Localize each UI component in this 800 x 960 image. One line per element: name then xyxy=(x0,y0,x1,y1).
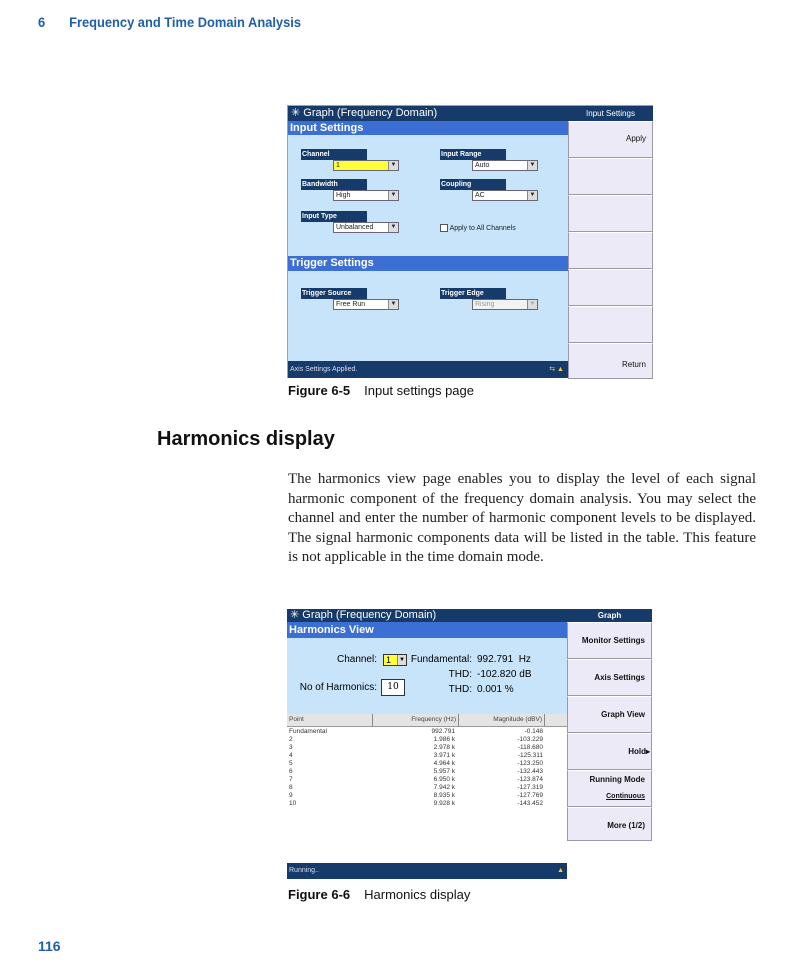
table-cell: Fundamental xyxy=(289,728,327,735)
chevron-down-icon: ▼ xyxy=(388,223,398,232)
section-trigger-settings: Trigger Settings xyxy=(288,256,568,271)
column-header[interactable]: Frequency (Hz) xyxy=(373,714,459,726)
title-text: Graph (Frequency Domain) xyxy=(302,609,437,621)
harmonics-input[interactable]: 10 xyxy=(381,679,405,696)
softkey-more[interactable]: More (1/2) xyxy=(567,807,652,841)
table-cell: 3.971 k xyxy=(433,752,455,759)
title-text: Graph (Frequency Domain) xyxy=(303,107,438,119)
field-label: Input Range xyxy=(440,149,506,160)
softkey-monitor-settings[interactable]: Monitor Settings xyxy=(567,622,652,659)
chevron-down-icon: ▼ xyxy=(388,300,398,309)
table-cell: 3 xyxy=(289,744,293,751)
softkey-header: Graph xyxy=(567,609,652,622)
field-label: Coupling xyxy=(440,179,506,190)
coupling-dropdown[interactable] xyxy=(472,190,538,201)
table-cell: 8 xyxy=(289,784,293,791)
graph-icon: ✳ xyxy=(291,107,301,119)
chevron-down-icon: ▼ xyxy=(527,161,537,170)
thd-pct-value: 0.001 % xyxy=(477,684,514,695)
table-cell: 6.950 k xyxy=(433,776,455,783)
field-label: Trigger Edge xyxy=(440,288,506,299)
table-cell: 5.957 k xyxy=(433,768,455,775)
harmonics-screenshot xyxy=(287,609,653,882)
table-cell: -0.148 xyxy=(524,728,543,735)
field-label: Channel xyxy=(301,149,367,160)
status-text: Running.. xyxy=(289,867,319,874)
caption-text: Harmonics display xyxy=(364,887,471,902)
column-header[interactable]: Point xyxy=(289,714,373,726)
softkey-label: Running Mode xyxy=(589,775,645,784)
usb-icon: ⇆ ▲ xyxy=(549,366,564,373)
table-row[interactable] xyxy=(287,784,567,792)
table-row[interactable] xyxy=(287,800,567,808)
softkey-return[interactable]: Return xyxy=(568,343,653,379)
thd-pct-label: THD: xyxy=(448,684,472,695)
table-row[interactable] xyxy=(287,736,567,744)
thd-db-value: -102.820 dB xyxy=(477,669,532,680)
softkey-axis-settings[interactable]: Axis Settings xyxy=(567,659,652,696)
table-row[interactable] xyxy=(287,728,567,736)
channel-dropdown[interactable] xyxy=(333,160,399,171)
softkey-blank[interactable] xyxy=(568,195,653,232)
field-label: Input Type xyxy=(301,211,367,222)
softkey-graph-view[interactable]: Graph View xyxy=(567,696,652,733)
input-type-dropdown[interactable] xyxy=(333,222,399,233)
channel-label: Channel: xyxy=(336,654,377,665)
table-cell: 9 xyxy=(289,792,293,799)
softkey-header: Input Settings xyxy=(568,106,653,121)
column-header[interactable]: Magnitude (dBV) xyxy=(459,714,545,726)
table-cell: -118.680 xyxy=(517,744,543,751)
thd-db-label: THD: xyxy=(448,669,472,680)
fundamental-value: 992.791 Hz xyxy=(477,654,531,665)
table-cell: 6 xyxy=(289,768,293,775)
figure-caption xyxy=(288,383,474,398)
window-title xyxy=(288,106,568,121)
chevron-down-icon: ▼ xyxy=(397,655,406,665)
trigger-source-dropdown[interactable] xyxy=(333,299,399,310)
table-cell: 7 xyxy=(289,776,293,783)
section-input-settings: Input Settings xyxy=(288,121,568,135)
input-settings-screenshot xyxy=(287,105,653,378)
status-bar xyxy=(287,863,567,879)
table-cell: 8.935 k xyxy=(433,792,455,799)
dropdown-value: High xyxy=(336,192,351,199)
dropdown-value: 1 xyxy=(336,162,340,169)
trigger-edge-dropdown[interactable] xyxy=(472,299,538,310)
graph-icon: ✳ xyxy=(290,609,300,621)
page-number: 116 xyxy=(38,938,61,954)
table-row[interactable] xyxy=(287,752,567,760)
softkey-panel xyxy=(568,106,653,377)
field-label: Bandwidth xyxy=(301,179,367,190)
bandwidth-dropdown[interactable] xyxy=(333,190,399,201)
window-title xyxy=(287,609,567,622)
dropdown-value: 1 xyxy=(386,655,392,665)
figure-number: Figure 6-6 xyxy=(288,887,351,902)
softkey-apply[interactable]: Apply xyxy=(568,121,653,158)
field-label: Trigger Source xyxy=(301,288,367,299)
running-header xyxy=(38,14,325,30)
softkey-running-mode[interactable] xyxy=(567,770,652,807)
harmonics-info-panel xyxy=(287,638,567,714)
table-cell: -127.769 xyxy=(517,792,543,799)
table-cell: 9.928 k xyxy=(433,800,455,807)
table-row[interactable] xyxy=(287,792,567,800)
dropdown-value: Rising xyxy=(475,301,495,308)
table-cell: 2.978 k xyxy=(433,744,455,751)
chapter-number: 6 xyxy=(38,14,46,30)
softkey-hold[interactable]: Hold▸ xyxy=(567,733,652,770)
status-bar xyxy=(288,361,568,378)
running-mode-value: Continuous xyxy=(606,793,645,800)
fundamental-label: Fundamental: xyxy=(410,654,472,665)
table-cell: -127.319 xyxy=(517,784,543,791)
chapter-title: Frequency and Time Domain Analysis xyxy=(69,14,302,30)
table-cell: -132.443 xyxy=(517,768,543,775)
table-header xyxy=(287,714,567,727)
dropdown-value: AC xyxy=(475,192,485,199)
table-row[interactable] xyxy=(287,776,567,784)
chevron-down-icon: ▼ xyxy=(388,191,398,200)
table-cell: 5 xyxy=(289,760,293,767)
table-cell: 10 xyxy=(289,800,297,807)
table-cell: 1.986 k xyxy=(433,736,455,743)
table-cell: -125.311 xyxy=(517,752,543,759)
chevron-down-icon: ▼ xyxy=(527,300,537,309)
figure-number: Figure 6-5 xyxy=(288,383,351,398)
harmonics-label: No of Harmonics: xyxy=(299,682,377,693)
section-heading: Harmonics display xyxy=(157,428,335,450)
table-row[interactable] xyxy=(287,760,567,768)
table-cell: 7.942 k xyxy=(433,784,455,791)
status-text: Axis Settings Applied. xyxy=(290,366,358,373)
table-cell: 4.964 k xyxy=(433,760,455,767)
checkbox-label: Apply to All Channels xyxy=(449,224,516,232)
apply-all-checkbox[interactable] xyxy=(440,224,516,232)
checkbox-box[interactable] xyxy=(440,224,448,232)
softkey-blank[interactable] xyxy=(568,158,653,195)
dropdown-value: Unbalanced xyxy=(336,224,374,231)
input-range-dropdown[interactable] xyxy=(472,160,538,171)
softkey-blank[interactable] xyxy=(568,232,653,269)
table-cell: -143.452 xyxy=(517,800,543,807)
table-cell: 2 xyxy=(289,736,293,743)
softkey-blank[interactable] xyxy=(568,306,653,343)
chevron-down-icon: ▼ xyxy=(388,161,398,170)
caption-text: Input settings page xyxy=(364,383,474,398)
chevron-down-icon: ▼ xyxy=(527,191,537,200)
body-paragraph: The harmonics view page enables you to display the level of each signal harmonic component of the frequency domain analysis. You may select the channel and enter the number of harmonic component levels to be displayed. The signal harmonic components data will be listed in the table. This feature is not applicable in the time domain mode. xyxy=(288,471,756,566)
dropdown-value: Free Run xyxy=(336,301,366,308)
table-row[interactable] xyxy=(287,744,567,752)
table-cell: 4 xyxy=(289,752,293,759)
softkey-panel xyxy=(567,609,652,882)
hand-icon: ▲ xyxy=(557,867,564,874)
channel-dropdown[interactable] xyxy=(383,654,407,666)
dropdown-value: Auto xyxy=(475,162,490,169)
table-row[interactable] xyxy=(287,768,567,776)
table-cell: -123.250 xyxy=(517,760,543,767)
table-cell: -103.229 xyxy=(517,736,543,743)
table-cell: 992.791 xyxy=(431,728,455,735)
figure-caption xyxy=(288,887,470,902)
softkey-blank[interactable] xyxy=(568,269,653,306)
table-cell: -123.874 xyxy=(517,776,543,783)
section-harmonics-view: Harmonics View xyxy=(287,622,567,638)
